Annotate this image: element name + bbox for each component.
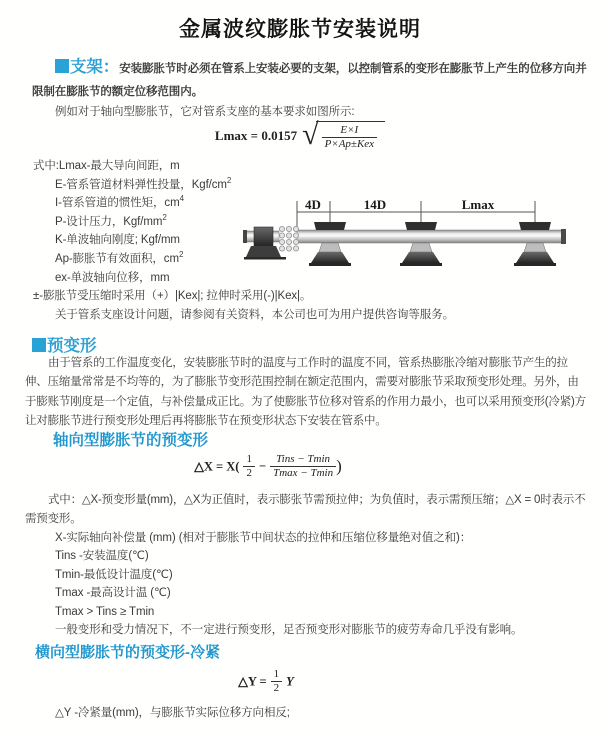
definition-row: P-设计压力，Kgf/$mm^2$ xyxy=(55,212,167,228)
guide-support xyxy=(400,222,442,266)
axial-predeform-heading: 轴向型膨胀节的预变形 xyxy=(53,432,209,449)
definition-row: I-管系管道的惯性矩，$cm^4$ xyxy=(55,194,184,210)
formula-lmax-numerator: E×I xyxy=(322,124,378,138)
formula-axial-lhs: △X = X( xyxy=(194,459,240,474)
minus-sign: − xyxy=(258,459,267,474)
radical-sign: √ xyxy=(302,118,319,151)
formula-axial xyxy=(0,453,568,480)
consult-note-line: 关于管系支座设计问题，请参阅有关资料，本公司也可为用户提供咨询等服务。 xyxy=(55,308,454,321)
pipe-right-cap xyxy=(561,229,566,244)
close-paren: ) xyxy=(336,456,342,476)
pipe-support-diagram xyxy=(240,190,600,285)
bellows-icon xyxy=(279,226,298,251)
guide-support xyxy=(514,222,556,266)
definition-row: Tmax -最高设计温 (℃) xyxy=(55,587,171,600)
pm-note-line: ±-膨胀节受压缩时采用（+）|Kex|; 拉伸时采用(-)|Kex|。 xyxy=(33,290,312,303)
formula-lmax-denominator: P×Ap±Kex xyxy=(324,138,375,151)
formula-lateral xyxy=(0,668,566,695)
definition-row: ex-单波轴向位移，mm xyxy=(55,271,170,284)
section-square-icon xyxy=(55,59,69,73)
definition-row: X-实际轴向补偿量 (mm) (相对于膨胀节中间状态的拉伸和压缩位移量绝对值之和)： xyxy=(55,532,472,544)
fraction-half: $\frac{1}{2}$ xyxy=(243,453,255,480)
axial-definitions-list xyxy=(55,529,522,639)
dim-label-4d: 4D xyxy=(305,197,321,212)
support-example-line: 例如对于轴向型膨胀节，它对管系支座的基本要求如图所示: xyxy=(55,106,355,118)
dim-label-lmax: Lmax xyxy=(461,197,495,212)
definition-row: E-管系管道材料弹性投量，Kgf/$cm^2$ xyxy=(55,175,232,191)
formula-lmax xyxy=(0,118,600,151)
definition-row: Ap-膨胀节有效面积，$cm^2$ xyxy=(55,250,184,265)
sqrt-radical xyxy=(302,118,385,151)
general-note-line: 一般变形和受力情况下，不一定进行预变形，足否预变形对膨胀节的疲劳寿命几乎没有影响。 xyxy=(55,624,523,637)
pipe-body xyxy=(297,230,563,243)
support-intro-text: 安装膨胀节时必须在管系上安装必要的支架，以控制管系的变形在膨胀节上产生的位移方向并限制在膨胀节的额定位移范围内。 xyxy=(32,63,587,98)
predeform-section-header xyxy=(32,332,97,356)
formula-lateral-lhs: △Y = xyxy=(238,674,267,689)
definition-row: Tins -安装温度(℃) xyxy=(55,550,149,563)
support-section-label: 支架： xyxy=(70,58,120,76)
section-square-icon xyxy=(32,338,46,352)
definition-row: K-单波轴向刚度; Kgf/mm xyxy=(55,234,180,247)
definition-row: 式中:Lmax-最大导向间距，m xyxy=(33,160,180,172)
support-section-paragraph xyxy=(32,56,588,104)
page-title: 金属波纹膨胀节安装说明 xyxy=(179,18,421,41)
lateral-predeform-heading: 横向型膨胀节的预变形-冷紧 xyxy=(35,644,220,661)
predeform-section-label: 预变形 xyxy=(47,337,97,355)
dim-label-14d: 14D xyxy=(363,197,387,212)
guide-support xyxy=(309,222,351,266)
definition-row: Tmax > Tins ≥ Tmin xyxy=(55,605,155,618)
pipe-left-cap xyxy=(243,230,247,243)
fraction-temperature: $\frac{\text{Tins − Tmin}}{Tmax - Tmin}$ xyxy=(270,453,336,480)
formula-lmax-lhs: Lmax = 0.0157 xyxy=(214,127,298,143)
formula-lateral-rhs: Y xyxy=(286,674,294,689)
axial-explain-paragraph: 式中：△X-预变形量(mm)，△X为正值时，表示膨张节需预拉伸；为负值时，表示需预压缩；△X = 0时表示不需预变形。 xyxy=(25,494,586,526)
fraction-half: $\frac{1}{2}$ xyxy=(271,668,283,695)
predeform-body-paragraph: 由于管系的工作温度变化，安装膨胀节时的温度与工作时的温度不同，管系热膨胀冷缩对膨胀节产生的拉伸、压缩量常常是不均等的，为了膨胀节变形范围控制在额定范围内，需要对膨胀节采取预变形处理。另外，由于膨账节刚度是一个定值，与补偿量成正比。为了使膨胀节位移对管系的作用力最小，也可以采用预变形(冷紧)方让对膨胀节进行预变形处理后再将膨胀节在预变形状态下安装在管系中。 xyxy=(25,357,586,427)
lateral-note-line: △Y -冷紧量(mm)，与膨胀节实际位移方向相反; xyxy=(55,707,290,719)
definition-row: Tmin-最低设计温度(℃) xyxy=(55,568,173,581)
